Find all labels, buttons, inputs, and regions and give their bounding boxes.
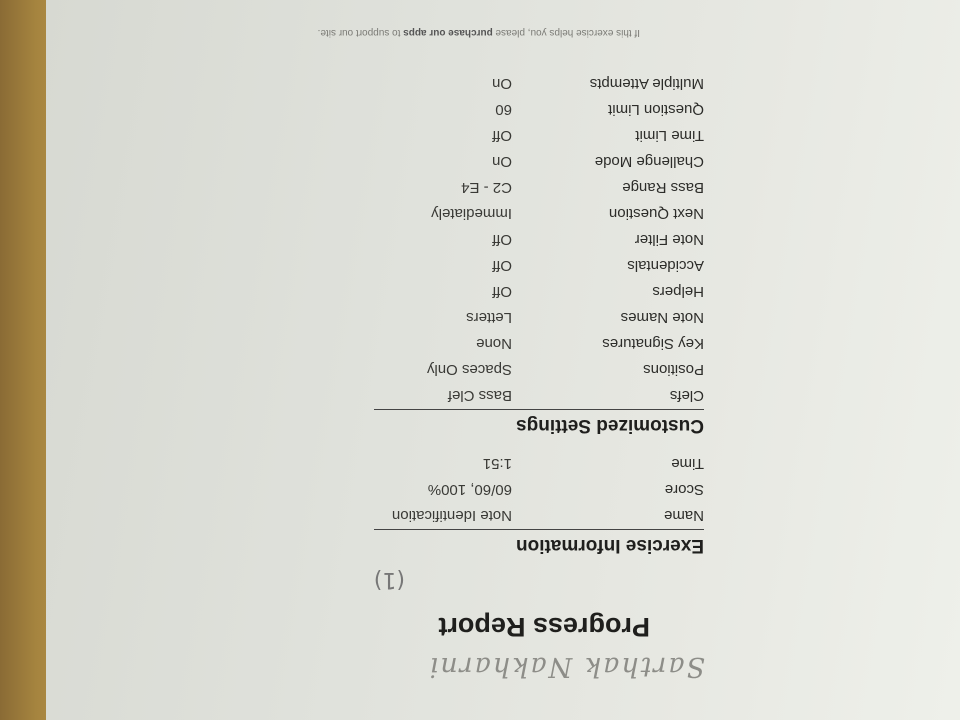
row-value: Off xyxy=(492,127,512,144)
row-value: On xyxy=(491,75,512,92)
purchase-apps-link[interactable]: purchase our apps xyxy=(403,27,493,38)
exercise-info-heading: Exercise Information xyxy=(516,535,704,556)
row-value: Bass Clef xyxy=(447,387,512,404)
row-label: Positions xyxy=(643,361,704,378)
row-value: Letters xyxy=(466,309,512,326)
page-title: Progress Report xyxy=(438,612,650,642)
row-label: Name xyxy=(663,507,704,524)
row-value: 1:51 xyxy=(482,455,512,472)
row-label: Next Question xyxy=(608,205,704,222)
row-label: Score xyxy=(664,481,704,498)
support-footer xyxy=(318,27,640,38)
handwritten-student-name: Sarthak Nakharni xyxy=(427,651,705,682)
row-label: Clefs xyxy=(669,387,704,404)
row-value: Note Identification xyxy=(391,507,512,524)
row-label: Key Signatures xyxy=(602,335,704,352)
exercise-divider xyxy=(374,529,704,530)
row-label: Note Filter xyxy=(634,231,704,248)
row-label: Multiple Attempts xyxy=(589,75,704,92)
row-label: Note Names xyxy=(620,309,704,326)
row-label: Time xyxy=(671,455,704,472)
row-value: 60/60, 100% xyxy=(427,481,512,498)
row-value: Immediately xyxy=(431,205,512,222)
row-value: 60 xyxy=(495,101,512,118)
footer-suffix: to support our site. xyxy=(317,27,401,38)
row-value: Off xyxy=(492,257,512,274)
footer-prefix: If this exercise helps you, please xyxy=(495,27,640,38)
row-value: On xyxy=(491,153,512,170)
row-value: Spaces Only xyxy=(426,361,512,378)
row-value: C2 - E4 xyxy=(461,179,512,196)
row-value: Off xyxy=(492,283,512,300)
row-label: Challenge Mode xyxy=(594,153,704,170)
row-label: Accidentals xyxy=(627,257,704,274)
custom-settings-heading: Customized Settings xyxy=(516,415,704,436)
handwritten-page-number: (1) xyxy=(373,567,405,592)
row-value: None xyxy=(476,335,512,352)
row-value: Off xyxy=(492,231,512,248)
settings-divider xyxy=(374,409,704,410)
row-label: Bass Range xyxy=(622,179,704,196)
row-label: Question Limit xyxy=(608,101,704,118)
row-label: Time Limit xyxy=(635,127,704,144)
row-label: Helpers xyxy=(652,283,704,300)
